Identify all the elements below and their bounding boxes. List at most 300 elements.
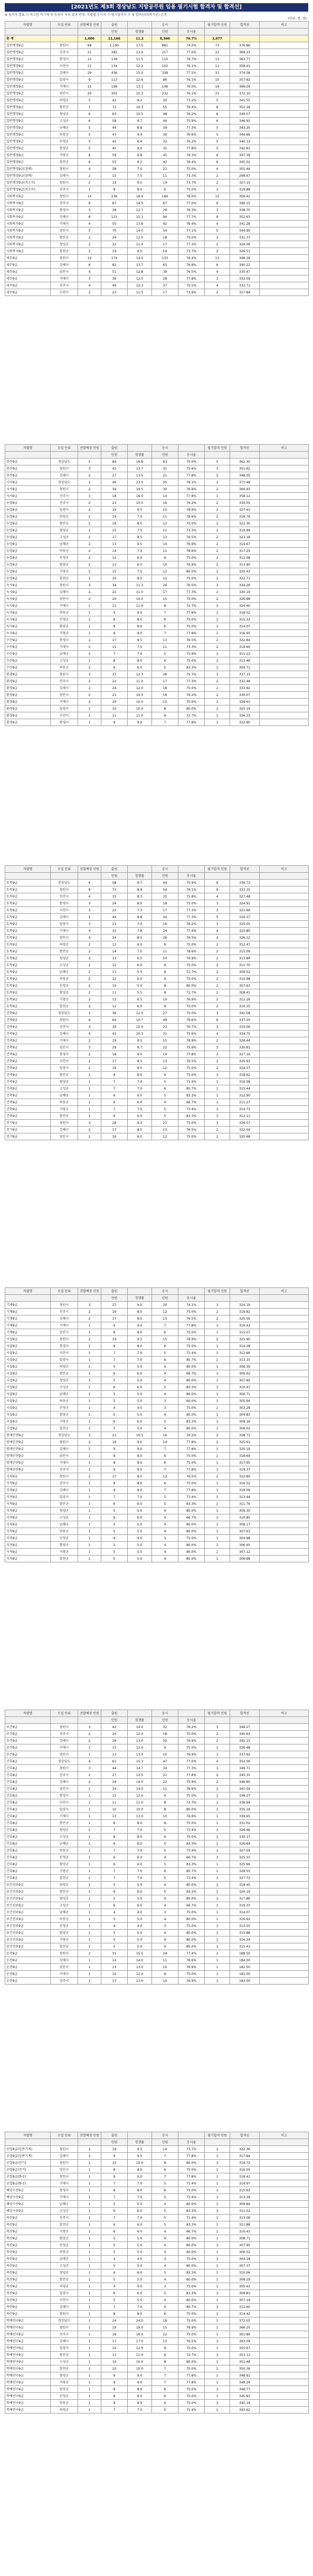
table-cell <box>260 500 309 507</box>
table-cell: 4 <box>205 166 230 173</box>
table-cell: 77.4% <box>178 1950 205 1957</box>
table-cell: 간호8급 <box>5 1792 51 1799</box>
table-cell: 11 <box>152 173 178 179</box>
table-cell: 77.8% <box>178 609 205 616</box>
table-cell: 5.0 <box>128 1398 152 1405</box>
table-cell: 75.0% <box>178 1909 205 1916</box>
column-header: 인원 <box>101 1717 128 1724</box>
table-cell: 9.0 <box>128 1487 152 1494</box>
table-row <box>5 1514 309 1521</box>
table-cell: 66.7% <box>178 1370 205 1377</box>
table-cell: 16 <box>152 1432 178 1439</box>
table-cell: 5 <box>101 1936 128 1943</box>
table-cell: 13 <box>205 56 230 63</box>
table-cell: 6.0 <box>128 1854 152 1861</box>
table-cell: 12 <box>101 1792 128 1799</box>
table-cell: 밀양시 <box>51 1806 78 1813</box>
table-cell: 1 <box>78 1329 101 1336</box>
table-cell: 진주시 <box>51 2215 78 2221</box>
table-cell <box>260 2317 309 2324</box>
table-cell: 67 <box>152 200 178 207</box>
table-cell: 8.2 <box>128 97 152 104</box>
table-cell: 건축9급 <box>5 1051 51 1058</box>
table-cell <box>260 1425 309 1432</box>
table-cell: 71.4% <box>178 2194 205 2201</box>
table-cell: 10.5 <box>128 500 152 507</box>
table-cell: 1 <box>78 1744 101 1751</box>
table-cell: 340.63 <box>230 1731 260 1738</box>
table-cell: 진주시 <box>51 1978 78 1985</box>
table-cell: 355.67 <box>230 2345 260 2352</box>
table-cell: 6 <box>152 2167 178 2173</box>
table-cell: 일반행정9급(장애) <box>5 166 51 173</box>
table-cell: 5 <box>152 1875 178 1882</box>
table-cell: 사천시 <box>51 1058 78 1065</box>
table-row <box>5 1439 309 1446</box>
table-cell: 7 <box>152 2153 178 2160</box>
table-cell: 1 <box>205 1549 230 1556</box>
table-cell: 9 <box>101 1487 128 1494</box>
table-cell: 함안군 <box>51 234 78 241</box>
table-cell: 8.0 <box>128 2167 152 2173</box>
column-header <box>205 873 230 880</box>
table-cell: 4 <box>152 1411 178 1418</box>
table-cell: 지적9급 <box>5 1528 51 1535</box>
table-cell: 7.0 <box>128 166 152 173</box>
table-cell <box>260 2201 309 2208</box>
table-cell: 6.5 <box>128 955 152 962</box>
table-cell: 1 <box>78 2297 101 2304</box>
table-cell: 4 <box>78 893 101 900</box>
table-cell: 10 <box>101 982 128 989</box>
table-cell <box>260 1418 309 1425</box>
table-row <box>5 1133 309 1140</box>
table-cell: 해양수산9급 <box>5 2194 51 2201</box>
table-cell: 8.0 <box>128 1133 152 1140</box>
column-header <box>230 452 260 459</box>
table-cell: 6 <box>78 159 101 166</box>
table-cell: 1 <box>78 2331 101 2338</box>
table-cell: 63 <box>152 262 178 269</box>
table-row <box>5 575 309 582</box>
table-cell: 76.4% <box>178 255 205 262</box>
table-cell: 13 <box>152 1127 178 1133</box>
table-cell: 녹지9급 <box>5 630 51 637</box>
table-cell <box>260 1779 309 1786</box>
table-row <box>5 2359 309 2365</box>
table-cell: 김해시 <box>51 472 78 479</box>
table-cell <box>260 1459 309 1466</box>
table-cell: 의령군 <box>51 97 78 104</box>
table-cell: 1 <box>205 2359 230 2365</box>
table-cell: 고성군 <box>51 2208 78 2215</box>
table-cell: 세무9급 <box>5 269 51 275</box>
table-cell: 토목9급 <box>5 941 51 948</box>
table-cell: 41 <box>101 1031 128 1037</box>
table-cell: 3 <box>205 207 230 214</box>
table-cell: 374.58 <box>230 70 260 77</box>
table-row <box>5 1370 309 1377</box>
column-header <box>78 1717 101 1724</box>
table-cell: 16 <box>152 692 178 699</box>
table-cell <box>260 2276 309 2283</box>
table-cell: 328.61 <box>230 699 260 705</box>
table-cell: 통영시 <box>51 637 78 644</box>
table-cell: 376.86 <box>230 42 260 49</box>
table-cell: 77.3% <box>178 125 205 131</box>
table-row <box>5 637 309 644</box>
table-cell: 8.0 <box>128 2393 152 2400</box>
table-cell: 7 <box>101 2215 128 2221</box>
table-cell: 11 <box>101 1799 128 1806</box>
table-cell: 8.0 <box>128 2311 152 2317</box>
table-cell: 18 <box>152 234 178 241</box>
table-cell: 77.8% <box>178 1322 205 1329</box>
table-cell: 1 <box>205 1459 230 1466</box>
table-cell: 75.7% <box>178 671 205 678</box>
table-cell: 305.94 <box>230 1398 260 1405</box>
table-cell: 1 <box>78 664 101 671</box>
table-cell: 76.5% <box>178 269 205 275</box>
table-cell: 경상남도 <box>51 1432 78 1439</box>
table-cell: 9 <box>101 1466 128 1473</box>
table-cell: 고성군 <box>51 118 78 125</box>
table-cell: 330.07 <box>230 692 260 699</box>
table-cell: 16 <box>152 921 178 928</box>
table-cell: 축산9급 <box>5 2228 51 2235</box>
table-cell <box>260 1923 309 1930</box>
table-cell: 94 <box>152 214 178 221</box>
table-row <box>5 227 309 234</box>
table-cell <box>260 77 309 83</box>
table-cell: 농업9급 <box>5 548 51 555</box>
table-cell: 지적9급 <box>5 1521 51 1528</box>
column-header: 선발예정 인원 <box>78 445 101 452</box>
unit-label: (단위: 명, 점) <box>288 17 307 21</box>
table-cell: 73.7% <box>178 179 205 186</box>
table-cell: 건축9급 <box>5 1058 51 1065</box>
table-row <box>5 2269 309 2276</box>
table-cell: 학예연구9급 <box>5 2331 51 2338</box>
column-header: 모집 단위 <box>51 1710 78 1717</box>
table-cell: 14 <box>101 548 128 555</box>
table-cell: 8 <box>101 1329 128 1336</box>
table-cell: 30 <box>152 486 178 493</box>
table-cell: 42 <box>101 138 128 145</box>
table-cell: 5.5 <box>128 969 152 976</box>
table-cell: 1 <box>78 186 101 193</box>
table-cell: 학예연구9급 <box>5 2317 51 2324</box>
table-cell: 332.15 <box>230 886 260 893</box>
table-cell: 327.59 <box>230 1847 260 1854</box>
table-cell <box>260 2153 309 2160</box>
table-cell: 1 <box>205 1099 230 1106</box>
table-cell: 9 <box>152 555 178 561</box>
table-cell: 9 <box>152 962 178 969</box>
table-cell: 1 <box>205 1854 230 1861</box>
table-cell <box>260 941 309 948</box>
table-cell: 9 <box>152 1792 178 1799</box>
table-cell: 5 <box>101 1895 128 1902</box>
table-cell: 22 <box>101 678 128 685</box>
table-cell: 76.4% <box>178 221 205 227</box>
table-cell: 348.91 <box>230 2372 260 2379</box>
table-cell: 12.3 <box>128 282 152 289</box>
table-row <box>5 282 309 289</box>
table-cell: 320.43 <box>230 568 260 575</box>
table-cell: 76.1% <box>178 479 205 486</box>
column-header: 모집 단위 <box>51 866 78 873</box>
table-cell: 76.5% <box>178 534 205 541</box>
table-cell: 77.0% <box>178 1758 205 1765</box>
table-cell: 71.4% <box>178 2215 205 2221</box>
table-cell: 5 <box>205 145 230 152</box>
table-cell: 31 <box>101 928 128 934</box>
table-cell: 80.0% <box>178 2242 205 2249</box>
table-cell <box>260 1309 309 1315</box>
table-cell: 기계9급 <box>5 1309 51 1315</box>
column-header: 비고 <box>260 1288 309 1295</box>
table-cell: 121 <box>101 214 128 221</box>
table-cell: 352.63 <box>230 214 260 221</box>
table-cell: 4 <box>101 2283 128 2290</box>
table-cell: 77.8% <box>178 493 205 500</box>
table-cell: 2 <box>205 596 230 603</box>
table-row <box>5 1786 309 1792</box>
table-cell: 경상남도 <box>51 479 78 486</box>
table-row <box>5 2221 309 2228</box>
table-cell: 75.5% <box>178 282 205 289</box>
table-cell: 11.0 <box>128 712 152 719</box>
table-row <box>5 1384 309 1391</box>
table-row <box>5 241 309 248</box>
table-cell: 75.0% <box>178 596 205 603</box>
table-cell: 6 <box>205 152 230 159</box>
table-cell: 63 <box>101 111 128 118</box>
table-cell: 336.48 <box>230 1744 260 1751</box>
table-cell: 4.0 <box>128 1909 152 1916</box>
table-cell: 2 <box>205 541 230 548</box>
table-cell: 71.4% <box>178 1106 205 1113</box>
table-cell: 13.5 <box>128 1772 152 1779</box>
table-cell: 75.0% <box>178 166 205 173</box>
table-cell: 70.0% <box>178 2365 205 2372</box>
table-cell: 20 <box>152 1738 178 1744</box>
table-cell <box>260 1051 309 1058</box>
table-row <box>5 1487 309 1494</box>
table-cell <box>260 575 309 582</box>
table-row <box>5 2160 309 2167</box>
table-cell: 2 <box>205 248 230 255</box>
table-cell: 320.05 <box>230 921 260 928</box>
column-header: 경쟁률 <box>128 452 152 459</box>
table-cell: 10 <box>101 1806 128 1813</box>
table-cell: 83.3% <box>178 2221 205 2228</box>
table-cell: 학예연구9급 <box>5 2393 51 2400</box>
column-header: 필기합격 인원 <box>205 445 230 452</box>
column-header: 응시 <box>152 22 178 28</box>
table-cell: 72.7% <box>178 989 205 996</box>
table-cell: 2 <box>205 1065 230 1072</box>
table-cell: 창원시 <box>51 1473 78 1480</box>
table-cell: 3 <box>78 1302 101 1309</box>
table-cell <box>260 118 309 125</box>
table-cell: 1 <box>205 186 230 193</box>
table-cell <box>260 955 309 962</box>
table-row <box>5 97 309 104</box>
table-cell: 78.6% <box>178 948 205 955</box>
table-cell: 8 <box>101 2386 128 2393</box>
table-cell: 1 <box>205 1521 230 1528</box>
table-cell <box>260 1834 309 1840</box>
table-cell: 1 <box>205 1827 230 1834</box>
table-cell: 5 <box>152 1418 178 1425</box>
table-cell: 7.0 <box>128 921 152 928</box>
column-header <box>5 1295 51 1302</box>
table-cell: 77.8% <box>178 2379 205 2386</box>
table-row <box>5 83 309 90</box>
table-cell: 2 <box>78 548 101 555</box>
table-cell: 32 <box>152 1724 178 1731</box>
table-cell: 1 <box>205 1357 230 1363</box>
table-cell: 76.9% <box>178 486 205 493</box>
table-cell: 보건9급 <box>5 1738 51 1744</box>
column-header: 직렬명 <box>5 2132 51 2139</box>
table-cell: 10 <box>152 1964 178 1971</box>
table-cell: 6 <box>101 1092 128 1099</box>
table-cell: 건축9급 <box>5 1065 51 1072</box>
table-cell: 2 <box>78 500 101 507</box>
table-row <box>5 1971 309 1978</box>
table-cell: 5 <box>152 1501 178 1508</box>
table-cell: 3 <box>78 1724 101 1731</box>
column-header: 경쟁률 <box>128 28 152 35</box>
table-cell: 2 <box>78 173 101 179</box>
table-cell: 8.9 <box>128 886 152 893</box>
table-row <box>5 125 309 131</box>
table-cell: 1 <box>205 1501 230 1508</box>
table-cell: 1 <box>78 2317 101 2324</box>
table-cell: 밀양시 <box>51 1065 78 1072</box>
table-cell: 83.3% <box>178 1384 205 1391</box>
table-cell: 5 <box>101 2242 128 2249</box>
table-cell: 7 <box>101 1357 128 1363</box>
table-cell: 75.0% <box>178 2187 205 2194</box>
table-cell: 10.3 <box>128 1031 152 1037</box>
results-table <box>5 865 309 1140</box>
column-header <box>178 445 205 452</box>
table-cell: 327.15 <box>230 179 260 186</box>
table-cell: 시설9급 <box>5 1391 51 1398</box>
table-cell: 310.85 <box>230 1514 260 1521</box>
table-cell: 진주시 <box>51 678 78 685</box>
table-cell: 2 <box>78 241 101 248</box>
table-cell: 13.0 <box>128 1813 152 1820</box>
table-cell: 간호8급 <box>5 1834 51 1840</box>
table-cell: 9.2 <box>128 159 152 166</box>
table-cell: 농업9급 <box>5 520 51 527</box>
table-cell: 김해시 <box>51 1031 78 1037</box>
table-cell: 4 <box>205 269 230 275</box>
table-cell: 2 <box>78 1950 101 1957</box>
table-cell: 진주시 <box>51 282 78 289</box>
table-cell: 10.5 <box>128 1432 152 1439</box>
table-cell: 1 <box>78 1425 101 1432</box>
table-cell: 9 <box>101 719 128 726</box>
table-cell <box>260 2249 309 2256</box>
table-cell: 71.4% <box>178 2180 205 2187</box>
table-row <box>5 1446 309 1453</box>
table-cell: 환경9급 <box>5 671 51 678</box>
table-cell: 21 <box>152 472 178 479</box>
table-cell: 322.80 <box>230 1473 260 1480</box>
table-cell: 축산9급 <box>5 2311 51 2317</box>
table-cell: 6 <box>101 1902 128 1909</box>
table-cell: 323.18 <box>230 534 260 541</box>
table-cell: 18 <box>152 1731 178 1738</box>
table-row <box>5 221 309 227</box>
table-cell: 1 <box>78 1521 101 1528</box>
table-cell: 2 <box>205 1950 230 1957</box>
table-cell: 양산시 <box>51 692 78 699</box>
table-cell: 8 <box>152 2352 178 2359</box>
table-cell: 75.9% <box>178 1779 205 1786</box>
table-cell <box>260 1827 309 1834</box>
table-cell <box>260 1473 309 1480</box>
table-cell <box>260 637 309 644</box>
table-cell: 양산시 <box>51 1751 78 1758</box>
table-row <box>5 1847 309 1854</box>
table-cell: 의령군 <box>51 513 78 520</box>
table-row <box>5 596 309 603</box>
table-cell: 74.0% <box>178 42 205 49</box>
table-cell: 9.0 <box>128 2372 152 2379</box>
table-row <box>5 623 309 630</box>
table-cell: 산청군 <box>51 555 78 561</box>
table-cell: 축산9급 <box>5 2256 51 2263</box>
table-cell: 1 <box>205 2283 230 2290</box>
table-cell: 14.7 <box>128 1765 152 1772</box>
table-cell: 14 <box>152 493 178 500</box>
table-cell: 76.7% <box>178 1024 205 1031</box>
table-cell: 7.0 <box>128 948 152 955</box>
column-header <box>178 2132 205 2139</box>
table-cell: 4 <box>78 934 101 941</box>
table-cell: 349.07 <box>230 111 260 118</box>
table-cell: 76.8% <box>178 262 205 269</box>
table-row <box>5 1480 309 1487</box>
column-header: 출원 <box>101 866 128 873</box>
table-cell: 7.0 <box>128 513 152 520</box>
table-row <box>5 234 309 241</box>
table-cell: 315.88 <box>230 1930 260 1936</box>
table-cell: 3 <box>205 1302 230 1309</box>
table-cell: 78.9% <box>178 1037 205 1044</box>
table-cell: 76.3% <box>178 152 205 159</box>
table-cell <box>260 1466 309 1473</box>
table-cell: 1,077 <box>205 35 230 42</box>
table-cell: 세무9급 <box>5 262 51 269</box>
table-cell: 8.5 <box>128 1058 152 1065</box>
table-cell: 3 <box>152 2256 178 2263</box>
table-cell: 1 <box>78 1377 101 1384</box>
table-row <box>5 1411 309 1418</box>
table-cell: 1 <box>78 1411 101 1418</box>
table-cell: 86 <box>152 77 178 83</box>
table-cell <box>260 1487 309 1494</box>
table-cell: 경상남도 <box>51 459 78 465</box>
table-cell: 지적9급 <box>5 1508 51 1514</box>
